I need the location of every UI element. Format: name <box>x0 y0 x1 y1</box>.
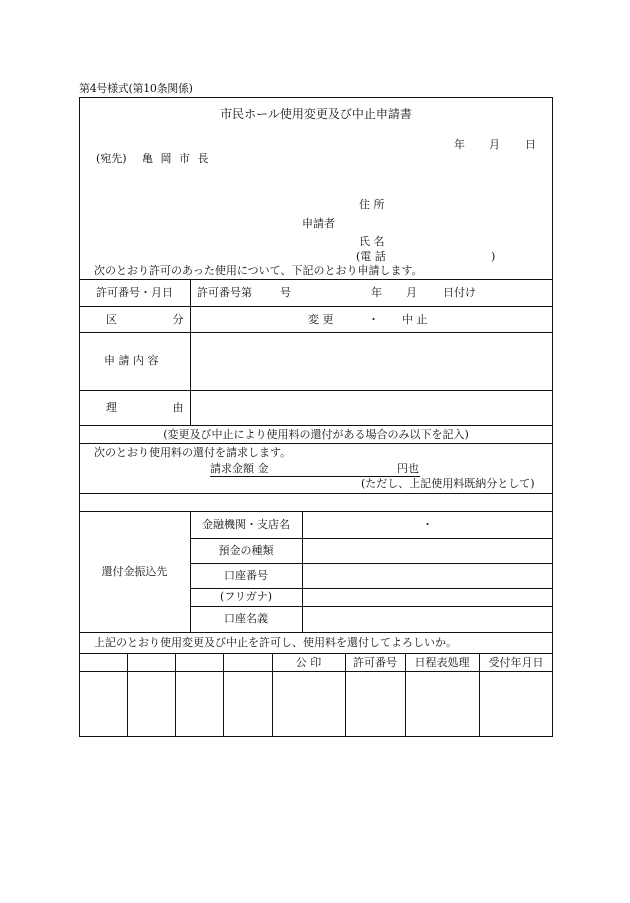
category-cancel-option: 中 止 <box>402 313 428 326</box>
date-year-label: 年 <box>454 138 465 151</box>
phone-label: (電 話 <box>356 250 386 263</box>
refund-request-text: 次のとおり使用料の還付を請求します。 <box>94 446 292 459</box>
approval-col-permit-number: 許可番号 <box>353 656 397 669</box>
permit-number-suffix: 号 <box>280 286 291 299</box>
permit-day-label: 日付け <box>443 286 476 299</box>
category-label: 区 分 <box>106 313 210 326</box>
refund-amount-label: 請求金額 金 <box>210 462 269 475</box>
addressee-prefix: (宛先) <box>96 152 127 165</box>
bank-branch-label: 金融機関・支店名 <box>202 518 290 531</box>
permit-number-prefix: 許可番号第 <box>197 286 252 299</box>
date-day-label: 日 <box>525 138 536 151</box>
permit-number-date-label: 許可番号・月日 <box>96 286 173 299</box>
account-holder-label: 口座名義 <box>224 612 268 625</box>
form-title: 市民ホール使用変更及び中止申請書 <box>220 107 412 121</box>
permit-year-label: 年 <box>371 286 382 299</box>
intro-text: 次のとおり許可のあった使用について、下記のとおり申請します。 <box>94 264 423 277</box>
refund-destination-label: 還付金振込先 <box>101 565 168 578</box>
deposit-type-label: 預金の種類 <box>218 544 274 557</box>
permit-month-label: 月 <box>406 286 417 299</box>
applicant-label: 申請者 <box>302 217 335 230</box>
refund-amount-note: (ただし、上記使用料既納分として) <box>361 477 535 490</box>
refund-amount-unit: 円也 <box>397 462 419 475</box>
addressee-name: 亀 岡 市 長 <box>142 152 211 165</box>
furigana-label: (フリガナ) <box>219 590 273 603</box>
bank-branch-value[interactable]: ・ <box>422 518 433 531</box>
approval-col-schedule: 日程表処理 <box>414 656 470 669</box>
application-content-label: 申 請 内 容 <box>104 354 159 367</box>
category-separator: ・ <box>368 313 379 326</box>
approval-text: 上記のとおり使用変更及び中止を許可し、使用料を還付してよろしいか。 <box>94 636 457 649</box>
category-change-option: 変 更 <box>308 313 334 326</box>
date-month-label: 月 <box>489 138 500 151</box>
approval-col-received-date: 受付年月日 <box>488 656 544 669</box>
reason-label: 理 由 <box>106 401 210 414</box>
approval-col-official-seal: 公 印 <box>295 656 322 669</box>
address-label: 住 所 <box>359 198 385 211</box>
form-number-label: 第4号様式(第10条関係) <box>79 82 193 95</box>
account-number-label: 口座番号 <box>224 569 268 582</box>
phone-close-paren: ) <box>491 250 496 263</box>
name-label: 氏 名 <box>359 235 385 248</box>
refund-note: (変更及び中止により使用料の還付がある場合のみ以下を記入) <box>163 428 469 441</box>
